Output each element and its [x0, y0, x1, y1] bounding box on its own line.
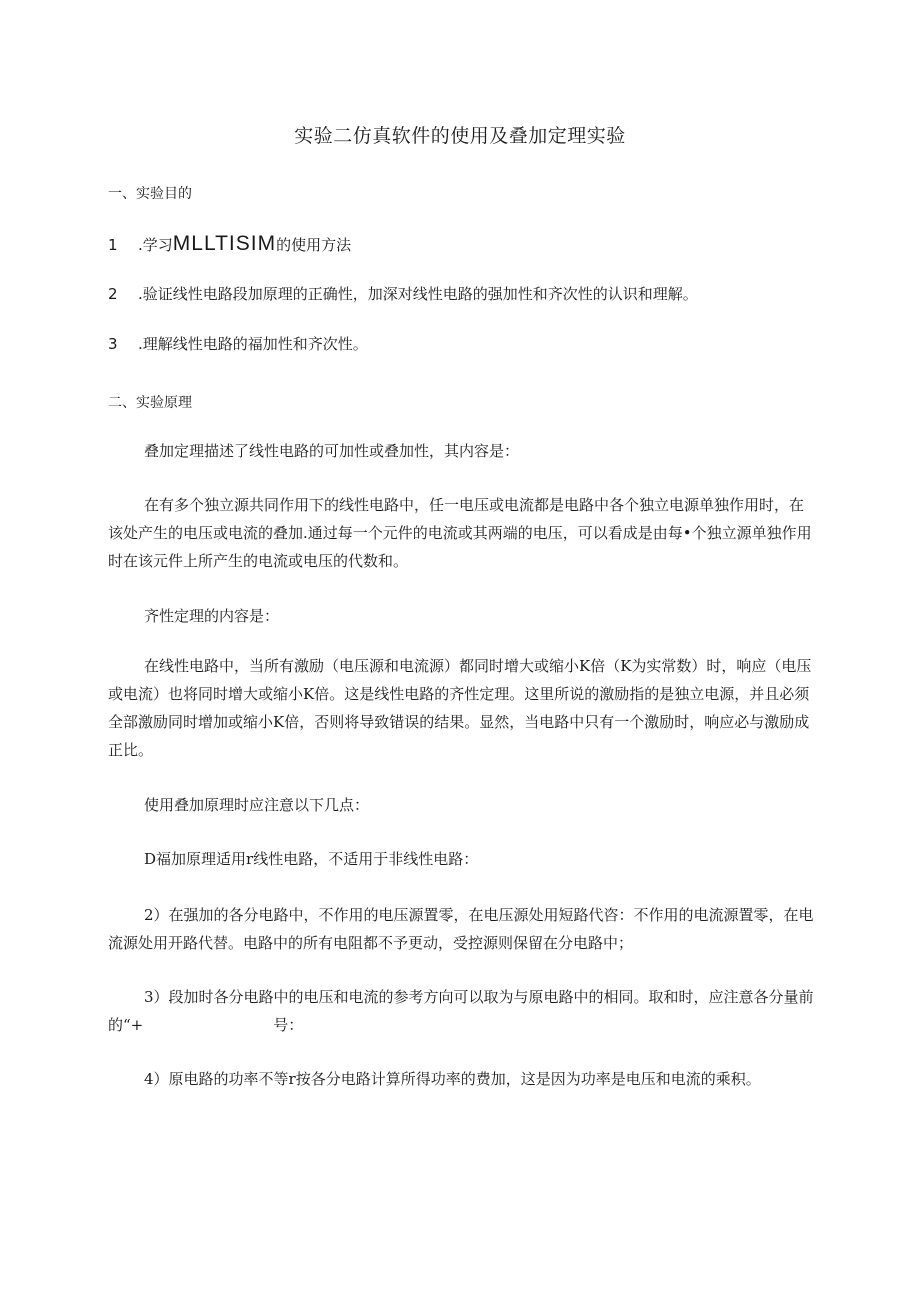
item-text: .验证线性电路段加原理的正确性，加深对线性电路的强加性和齐次性的认识和理解。: [138, 285, 698, 303]
note-2: 2）在强加的各分电路中，不作用的电压源置零，在电压源处用短路代咨：不作用的电流源置零，在电流源处用开路代替。电路中的所有电阻都不予更动，受控源则保留在分电路中；: [108, 906, 814, 952]
document-title: 实验二仿真软件的使用及叠加定理实验: [294, 125, 626, 147]
item-text-suffix: 的使用方法: [276, 236, 352, 254]
paragraph-homogeneity-content: 在线性电路中，当所有激励（电压源和电流源）都同时增大或缩小K倍（K为实常数）时，响应（电压或电流）也将同时增大或缩小K倍。这是线性电路的齐性定理。这里所说的激励指的是独立电源，并且必须全部激励同时增加或缩小K倍，否则将导致错误的结果。显然，当电路中只有一个激励时，响应必与激励成正比。: [108, 657, 812, 759]
paragraph-notes-intro: 使用叠加原理时应注意以下几点：: [144, 796, 370, 814]
item-text: .理解线性电路的福加性和齐次性。: [138, 335, 368, 353]
section-heading-purpose: 一、实验目的: [108, 186, 192, 202]
item-number: 1: [108, 236, 118, 254]
item-number: 2: [108, 285, 118, 303]
note-3-tail: 号：: [273, 1016, 304, 1034]
purpose-item-1: [108, 232, 828, 256]
paragraph-superposition-content: 在有多个独立源共同作用下的线性电路中，任一电压或电流都是电路中各个独立电源单独作用时，在该处产生的电压或电流的叠加.通过每一个元件的电流或其两端的电压，可以看成是由每•个独立源单独作用时在该元件上所产生的电流或电压的代数和。: [108, 496, 812, 570]
paragraph-homogeneity-intro: 齐性定理的内容是：: [144, 607, 280, 625]
purpose-item-3: [108, 333, 828, 354]
software-name: MLLTISIM: [172, 232, 277, 255]
purpose-item-2: [108, 283, 828, 304]
paragraph-superposition-intro: 叠加定理描述了线性电路的可加性或叠加性，其内容是：: [144, 442, 520, 460]
item-number: 3: [108, 335, 118, 353]
item-text-prefix: .学习: [138, 236, 173, 254]
note-3-text: 3）段加时各分电路中的电压和电流的参考方向可以取为与原电路中的相同。取和时，应注意各分量前的“+: [108, 988, 814, 1034]
note-4: 4）原电路的功率不等r按各分电路计算所得功率的费加，这是因为功率是电压和电流的乘积。: [144, 1070, 761, 1088]
note-3: [108, 983, 814, 1039]
section-heading-principle: 二、实验原理: [108, 395, 192, 411]
note-1: D福加原理适用r线性电路，不适用于非线性电路：: [144, 850, 479, 868]
